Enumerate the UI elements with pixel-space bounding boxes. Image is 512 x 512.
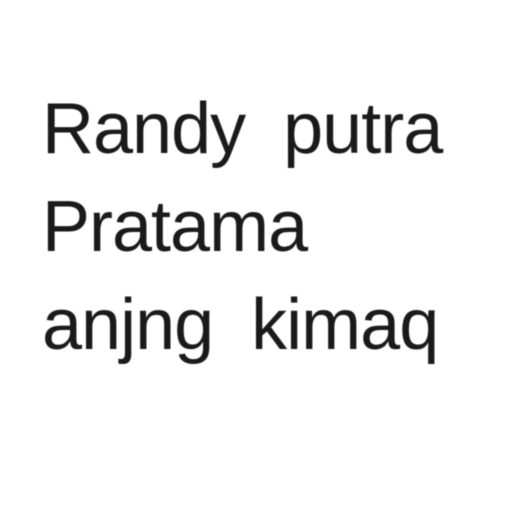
text-block (42, 80, 442, 374)
text-line-1: Randy putra (42, 89, 443, 169)
text-line-2: Pratama (42, 187, 308, 267)
text-line-3: anjng kimaq (42, 285, 439, 365)
